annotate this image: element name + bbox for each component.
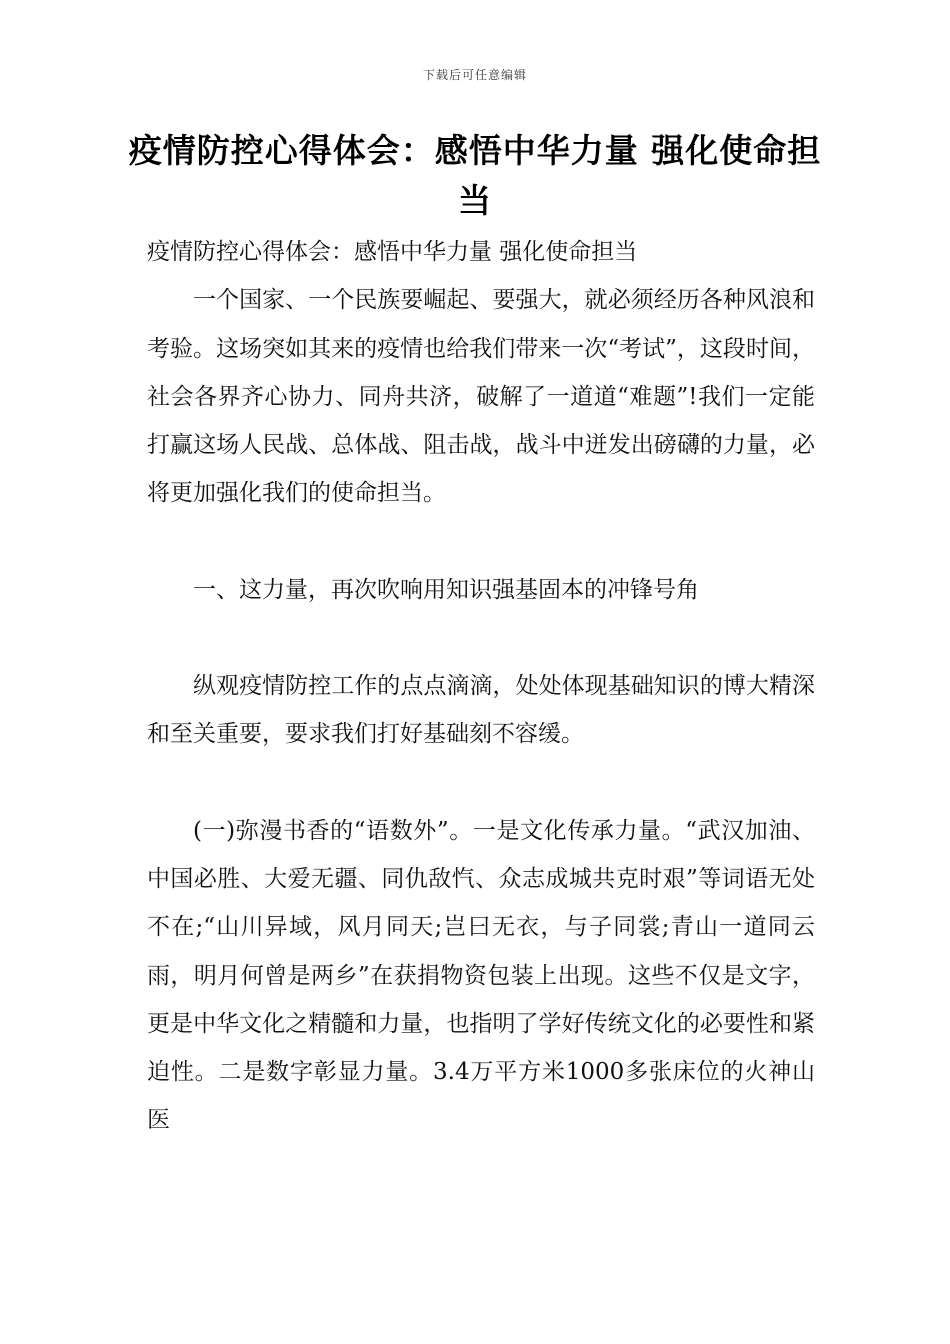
document-body xyxy=(147,228,815,1145)
document-title: 疫情防控心得体会：感悟中华力量 强化使命担当 xyxy=(128,131,822,220)
subtitle-line: 疫情防控心得体会：感悟中华力量 强化使命担当 xyxy=(147,239,638,265)
paragraph-overview: 纵观疫情防控工作的点点滴滴，处处体现基础知识的博大精深和至关重要，要求我们打好基础刻不容缓。 xyxy=(147,673,815,748)
paragraph-spacer xyxy=(147,518,815,566)
section-heading: 一、这力量，再次吹响用知识强基固本的冲锋号角 xyxy=(193,576,699,603)
header-note: 下载后可任意编辑 xyxy=(422,68,527,82)
paragraph-spacer xyxy=(147,759,815,807)
paragraph-spacer xyxy=(147,614,815,662)
paragraph-intro: 一个国家、一个民族要崛起、要强大，就必须经历各种风浪和考验。这场突如其来的疫情也给我们带来一次“考试”，这段时间，社会各界齐心协力、同舟共济，破解了一道道“难题”!我们一定能打赢这场人民战、总体战、阻击战，战斗中迸发出磅礴的力量，必将更加强化我们的使命担当。 xyxy=(147,287,815,507)
paragraph-subsection-1: (一)弥漫书香的“语数外”。一是文化传承力量。“武汉加油、中国必胜、大爱无疆、同仇敌忾、众志成城共克时艰”等词语无处不在;“山川异域，风月同天;岂曰无衣，与子同裳;青山一道同云雨，明月何曾是两乡”在获捐物资包装上出现。这些不仅是文字，更是中华文化之精髓和力量，也指明了学好传统文化的必要性和紧迫性。二是数字彰显力量。3.4万平方米1000多张床位的火神山医 xyxy=(147,817,815,1134)
